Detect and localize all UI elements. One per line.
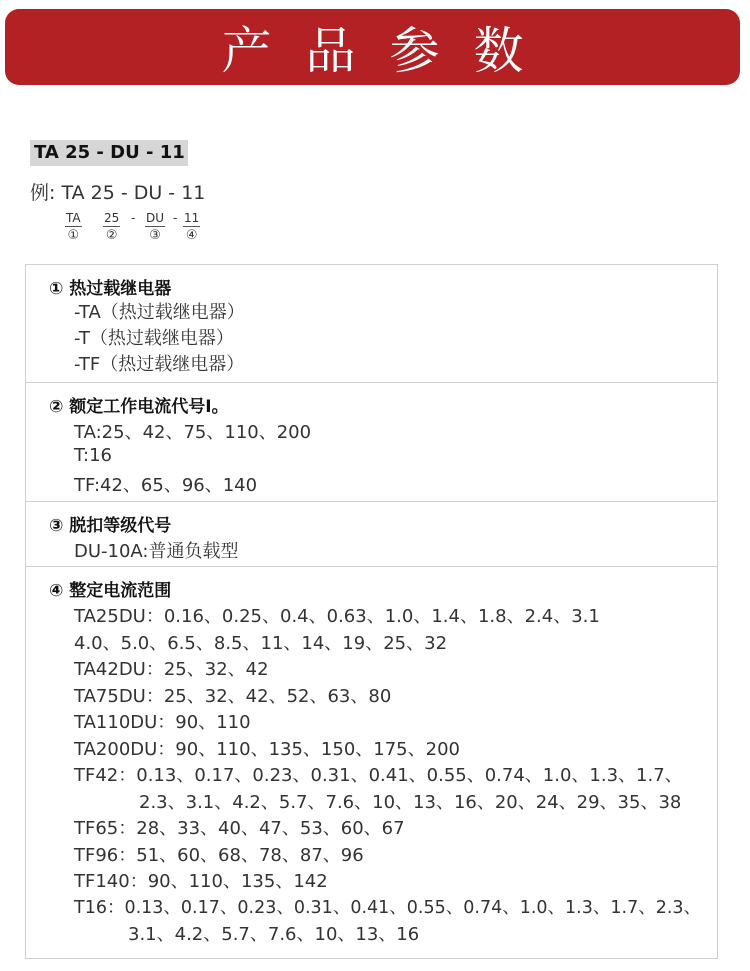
- model-tag: TA 25 - DU - 11: [30, 140, 188, 166]
- section-title: ② 额定工作电流代号I。: [49, 397, 229, 417]
- legend-number: ②: [105, 228, 118, 243]
- spec-line: -T（热过载继电器）: [74, 328, 234, 349]
- banner-title: 产品参数: [221, 22, 558, 80]
- spec-table: [25, 264, 718, 959]
- legend-item: [65, 211, 82, 245]
- legend-item: [103, 211, 120, 245]
- spec-line: TA110DU：90、110: [74, 712, 251, 733]
- legend-number: ④: [185, 228, 198, 243]
- legend-separator: -: [173, 211, 178, 225]
- section-current-range: [26, 566, 717, 958]
- section-rated-current: [26, 382, 717, 502]
- legend-item: [183, 211, 200, 245]
- section-relay-type: [26, 265, 717, 383]
- spec-line: TF96：51、60、68、78、87、96: [74, 845, 364, 866]
- title-banner: [5, 9, 740, 85]
- spec-line: TF65：28、33、40、47、53、60、67: [74, 818, 405, 839]
- section-title: ① 热过载继电器: [49, 279, 172, 299]
- legend-item: [145, 211, 165, 245]
- spec-line: 2.3、3.1、4.2、5.7、7.6、10、13、16、20、24、29、35、38: [139, 792, 682, 813]
- spec-line: -TA（热过载继电器）: [74, 302, 245, 323]
- legend-code: TA: [66, 211, 81, 225]
- spec-line: TA25DU：0.16、0.25、0.4、0.63、1.0、1.4、1.8、2.4、3.1: [74, 606, 600, 627]
- spec-line: T:16: [74, 445, 112, 466]
- spec-line: -TF（热过载继电器）: [74, 354, 245, 375]
- spec-line: TF:42、65、96、140: [74, 475, 258, 496]
- legend-separator: -: [131, 211, 136, 225]
- spec-line: TA200DU：90、110、135、150、175、200: [74, 739, 460, 760]
- legend-code: 11: [184, 211, 200, 225]
- model-example: 例: TA 25 - DU - 11: [30, 182, 206, 204]
- legend-number: ③: [149, 228, 161, 243]
- spec-line: DU-10A:普通负载型: [74, 541, 239, 562]
- spec-line: TA75DU：25、32、42、52、63、80: [74, 686, 392, 707]
- spec-line: TA42DU：25、32、42: [74, 659, 269, 680]
- spec-line: TF140：90、110、135、142: [74, 871, 328, 892]
- spec-line: T16：0.13、0.17、0.23、0.31、0.41、0.55、0.74、1.0、1.3、1.7、2.3、: [74, 898, 702, 918]
- spec-line: 4.0、5.0、6.5、8.5、11、14、19、25、32: [74, 633, 448, 654]
- legend-number: ①: [67, 228, 80, 243]
- legend-code: DU: [146, 211, 165, 225]
- section-title: ③ 脱扣等级代号: [49, 516, 172, 536]
- section-trip-class: [26, 501, 717, 567]
- legend-code: 25: [104, 211, 120, 225]
- spec-line: TA:25、42、75、110、200: [74, 422, 312, 443]
- spec-line: 3.1、4.2、5.7、7.6、10、13、16: [128, 924, 420, 945]
- spec-line: TF42：0.13、0.17、0.23、0.31、0.41、0.55、0.74、1.0、1.3、1.7、: [74, 765, 683, 786]
- section-title: ④ 整定电流范围: [49, 581, 172, 601]
